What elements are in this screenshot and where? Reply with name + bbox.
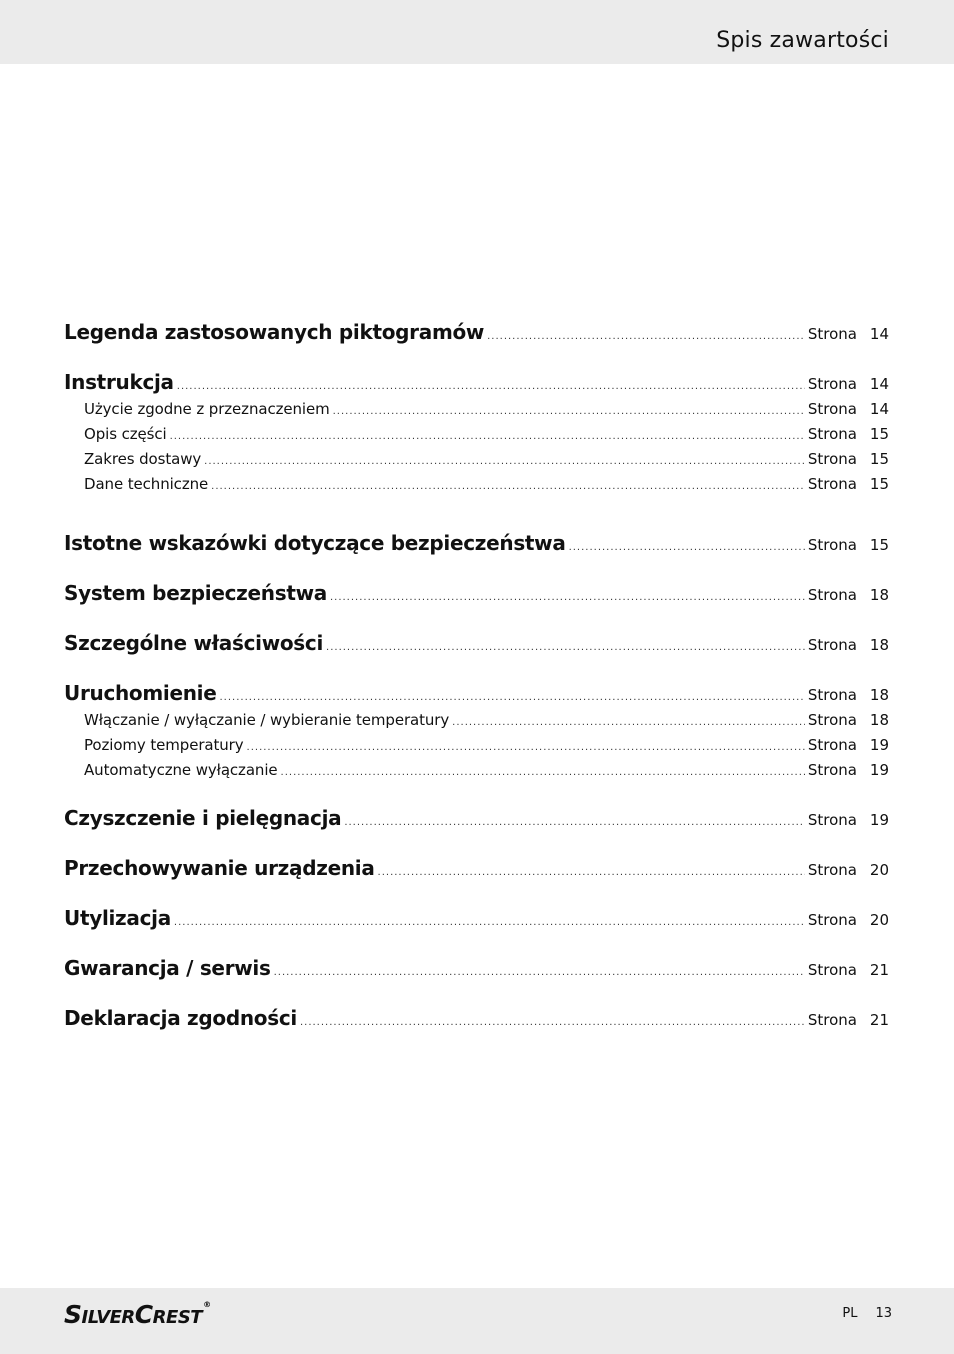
toc-subentry[interactable] [84,475,889,493]
toc-subentry-label: Dane techniczne [84,475,209,493]
toc-subentry[interactable] [84,450,889,468]
toc-entry-label: Uruchomienie [64,681,217,705]
toc-subentry[interactable] [84,711,889,729]
page-word: Strona [807,861,857,879]
toc-entry-label: Deklaracja zgodności [64,1006,297,1030]
dot-leader [177,381,805,392]
toc-entry-label: Istotne wskazówki dotyczące bezpieczeństwa [64,531,566,555]
page-number: 19 [869,736,889,754]
page-number: 15 [869,536,889,554]
page-number: 19 [869,811,889,829]
toc-entry-label: Przechowywanie urządzenia [64,856,375,880]
dot-leader [378,867,805,878]
page-number: 15 [869,450,889,468]
page-word: Strona [807,425,857,443]
toc-subentry-label: Użycie zgodne z przeznaczeniem [84,400,330,418]
silvercrest-logo: SILVERCREST® [64,1300,211,1329]
toc-entry[interactable] [64,1006,889,1030]
dot-leader [274,967,805,978]
page-number: 14 [869,325,889,343]
page-word: Strona [807,911,857,929]
page-word: Strona [807,811,857,829]
page-word: Strona [807,450,857,468]
dot-leader [487,331,805,342]
page-number-footer: 13 [875,1306,892,1321]
page-word: Strona [807,375,857,393]
page-word: Strona [807,711,857,729]
page-title: Spis zawartości [716,28,889,53]
page-number: 18 [869,711,889,729]
dot-leader [247,742,805,753]
dot-leader [281,767,805,778]
dot-leader [204,456,805,467]
page-number: 20 [869,911,889,929]
toc-subentry[interactable] [84,736,889,754]
toc-entry[interactable] [64,581,889,605]
toc-entry[interactable] [64,956,889,980]
toc-entry[interactable] [64,631,889,655]
page-number: 20 [869,861,889,879]
toc-subentry-label: Zakres dostawy [84,450,202,468]
toc-entry[interactable] [64,806,889,830]
toc-subentry-label: Automatyczne wyłączanie [84,761,278,779]
toc-entry[interactable] [64,856,889,880]
page-word: Strona [807,636,857,654]
toc-entry[interactable] [64,531,889,555]
page-word: Strona [807,400,857,418]
toc-subentry-label: Opis części [84,425,167,443]
dot-leader [330,592,805,603]
toc-entry-label: Szczególne właściwości [64,631,324,655]
page-word: Strona [807,761,857,779]
page-number: 18 [869,686,889,704]
page-info [842,1306,892,1321]
page-word: Strona [807,736,857,754]
toc-entry[interactable] [64,370,889,394]
toc-entry-label: Utylizacja [64,906,171,930]
toc-subentry[interactable] [84,400,889,418]
page-number: 19 [869,761,889,779]
dot-leader [344,817,805,828]
page-number: 18 [869,586,889,604]
toc-entry[interactable] [64,320,889,344]
page-word: Strona [807,961,857,979]
toc-entry-label: System bezpieczeństwa [64,581,327,605]
toc-entry[interactable] [64,681,889,705]
dot-leader [326,642,805,653]
page-number: 15 [869,425,889,443]
page-number: 21 [869,1011,889,1029]
page-word: Strona [807,586,857,604]
dot-leader [569,542,805,553]
page-number: 21 [869,961,889,979]
language-code: PL [842,1306,858,1321]
toc-entry-label: Legenda zastosowanych piktogramów [64,320,485,344]
page-word: Strona [807,686,857,704]
toc-subentry-label: Włączanie / wyłączanie / wybieranie temperatury [84,711,450,729]
toc-entry-label: Gwarancja / serwis [64,956,271,980]
dot-leader [170,431,805,442]
dot-leader [174,917,805,928]
toc-entry-label: Instrukcja [64,370,174,394]
page-number: 15 [869,475,889,493]
page-number: 18 [869,636,889,654]
toc-entry-label: Czyszczenie i pielęgnacja [64,806,342,830]
toc-subentry[interactable] [84,761,889,779]
dot-leader [300,1017,805,1028]
page-word: Strona [807,475,857,493]
dot-leader [220,692,805,703]
dot-leader [211,481,805,492]
page-number: 14 [869,375,889,393]
toc-subentry-label: Poziomy temperatury [84,736,244,754]
dot-leader [333,406,805,417]
toc-entry[interactable] [64,906,889,930]
dot-leader [452,717,805,728]
toc-subentry[interactable] [84,425,889,443]
page-number: 14 [869,400,889,418]
page-word: Strona [807,1011,857,1029]
page-word: Strona [807,325,857,343]
page-word: Strona [807,536,857,554]
